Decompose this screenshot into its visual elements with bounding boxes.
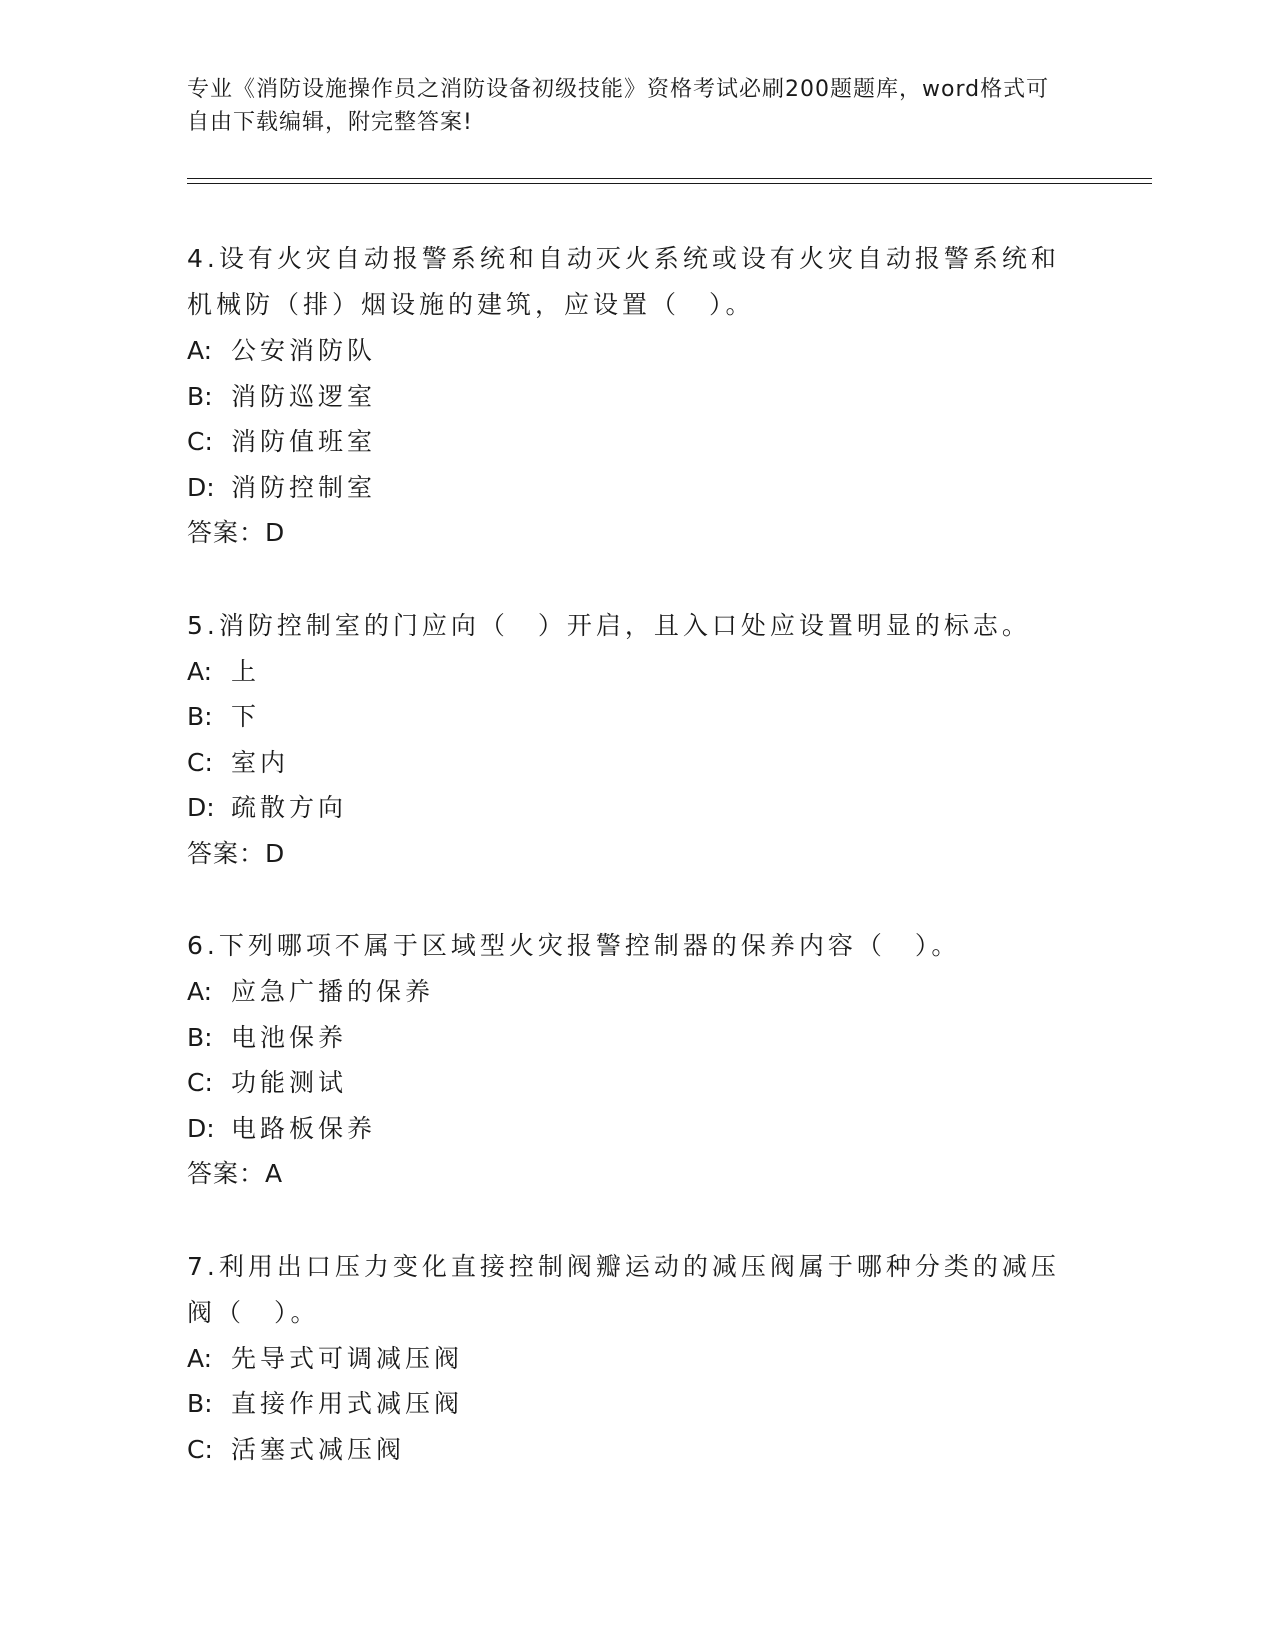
option-d: [187, 465, 1067, 511]
option-text: 直接作用式减压阀: [231, 1389, 464, 1418]
option-text: 活塞式减压阀: [231, 1434, 406, 1464]
option-text: 电池保养: [231, 1022, 348, 1052]
option-text: 电路板保养: [231, 1113, 377, 1143]
option-letter: D:: [187, 793, 215, 822]
question-number: 4.: [187, 244, 219, 273]
question-list: [187, 236, 1067, 1519]
option-text: 上: [231, 656, 261, 686]
option-letter: A:: [187, 336, 213, 365]
option-text: 公安消防队: [231, 336, 377, 365]
option-text: 疏散方向: [231, 793, 348, 822]
option-letter: B:: [187, 702, 213, 731]
option-text: 室内: [231, 747, 290, 777]
question-stem: 下列哪项不属于区域型火灾报警控制器的保养内容（ ）。: [218, 931, 961, 960]
option-c: [187, 1060, 1067, 1106]
option-c: [187, 419, 1067, 465]
option-text: 先导式可调减压阀: [231, 1343, 464, 1373]
option-text: 功能测试: [231, 1068, 348, 1097]
option-d: [187, 1106, 1067, 1152]
document-header: 专业《消防设施操作员之消防设备初级技能》资格考试必刷200题题库，word格式可自由下载编辑，附完整答案!: [187, 77, 1050, 135]
option-letter: A:: [187, 656, 213, 686]
option-a: [187, 969, 1067, 1015]
answer-line: 答案：D: [187, 838, 286, 868]
option-letter: A:: [187, 977, 213, 1006]
option-letter: D:: [187, 1113, 215, 1143]
answer-line: 答案：D: [187, 518, 286, 547]
option-c: [187, 740, 1067, 786]
question-text: [187, 923, 1067, 969]
question-stem: 设有火灾自动报警系统和自动灭火系统或设有火灾自动报警系统和机械防（排）烟设施的建筑，应设置（ ）。: [187, 244, 1060, 319]
option-letter: B:: [187, 381, 213, 411]
option-letter: C:: [187, 1434, 213, 1464]
option-b: [187, 694, 1067, 740]
option-letter: C:: [187, 1068, 213, 1097]
option-letter: C:: [187, 747, 213, 777]
question-6: [187, 923, 1067, 1197]
option-letter: A:: [187, 1343, 213, 1373]
option-a: [187, 328, 1067, 374]
question-number: 6.: [187, 931, 219, 960]
question-7: [187, 1244, 1067, 1473]
option-letter: B:: [187, 1389, 213, 1418]
option-b: [187, 374, 1067, 420]
question-4: [187, 236, 1067, 556]
option-text: 消防控制室: [231, 472, 377, 502]
question-text: [187, 603, 1067, 649]
option-a: [187, 1336, 1067, 1382]
option-d: [187, 785, 1067, 831]
option-letter: B:: [187, 1022, 213, 1052]
option-text: 下: [231, 702, 261, 731]
option-b: [187, 1015, 1067, 1061]
question-text: [187, 1244, 1067, 1336]
question-number: 5.: [187, 610, 219, 640]
question-5: [187, 603, 1067, 877]
option-c: [187, 1427, 1067, 1473]
question-stem: 消防控制室的门应向（ ）开启，且入口处应设置明显的标志。: [218, 610, 1031, 640]
option-text: 消防值班室: [231, 427, 377, 456]
option-text: 消防巡逻室: [231, 381, 377, 411]
question-number: 7.: [187, 1251, 219, 1281]
header-divider-top: [187, 178, 1152, 179]
option-letter: D:: [187, 472, 215, 502]
question-text: [187, 236, 1067, 328]
header-divider-bottom: [187, 183, 1152, 184]
question-stem: 利用出口压力变化直接控制阀瓣运动的减压阀属于哪种分类的减压阀（ ）。: [187, 1251, 1060, 1327]
answer-line: 答案：A: [187, 1159, 284, 1188]
option-letter: C:: [187, 427, 213, 456]
option-b: [187, 1381, 1067, 1427]
option-a: [187, 649, 1067, 695]
option-text: 应急广播的保养: [231, 977, 435, 1006]
